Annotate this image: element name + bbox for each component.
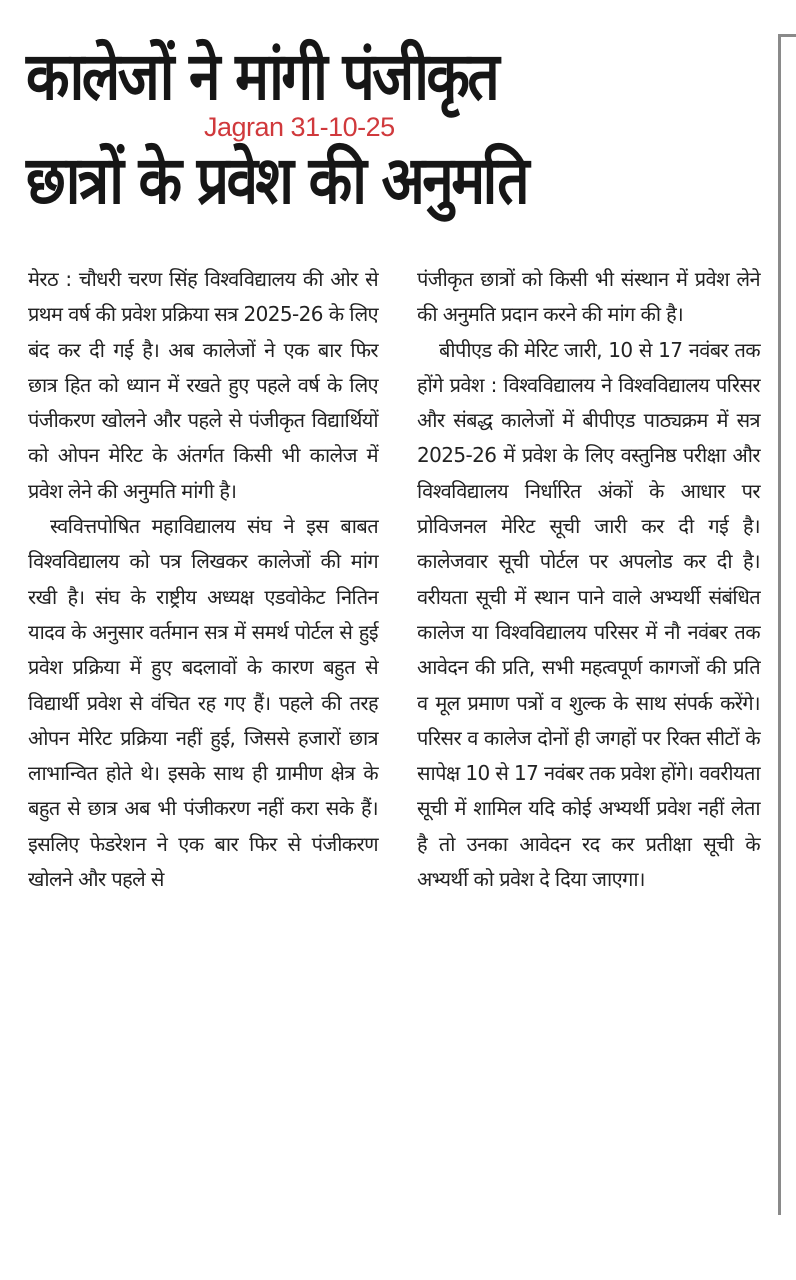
paragraph: स्ववित्तपोषित महाविद्यालय संघ ने इस बाबत विश्वविद्यालय को पत्र लिखकर कालेजों की मांग रखी है। संघ के राष्ट्रीय अध्यक्ष एडवोकेट नितिन यादव के अनुसार वर्तमान सत्र में समर्थ पोर्टल से हुई प्रवेश प्रक्रिया में हुए बदलावों के कारण बहुत से विद्यार्थी प्रवेश से वंचित रह गए हैं। पहले की तरह ओपन मेरिट प्रक्रिया नहीं हुई, जिससे हजारों छात्र लाभान्वित होते थे। इसके साथ ही ग्रामीण क्षेत्र के बहुत से छात्र अब भी पंजीकरण नहीं करा सके हैं। इसलिए फेडरेशन ने एक बार फिर से पंजीकरण खोलने और पहले से [28, 514, 378, 892]
paragraph: पंजीकृत छात्रों को किसी भी संस्थान में प्रवेश लेने की अनुमति प्रदान करने की मांग की है। [417, 267, 760, 327]
headline-line-2: छात्रों के प्रवेश की अनुमति [26, 142, 528, 219]
column-divider-rule [778, 35, 781, 1215]
paragraph: बीपीएड की मेरिट जारी, 10 से 17 नवंबर तक होंगे प्रवेश : विश्वविद्यालय ने विश्वविद्यालय परिसर और संबद्ध कालेजों में बीपीएड पाठ्यक्रम में सत्र 2025-26 में प्रवेश के लिए वस्तुनिष्ठ परीक्षा और विश्वविद्यालय निर्धारित अंकों के आधार पर प्रोविजनल मेरिट सूची जारी कर दी गई है। कालेजवार सूची पोर्टल पर अपलोड कर दी है। वरीयता सूची में स्थान पाने वाले अभ्यर्थी संबंधित कालेज या विश्वविद्यालय परिसर में नौ नवंबर तक आवेदन की प्रति, सभी महत्वपूर्ण कागजों की प्रति व मूल प्रमाण पत्रों व शुल्क के साथ संपर्क करेंगे। परिसर व कालेज दोनों ही जगहों पर रिक्त सीटों के सापेक्ष 10 से 17 नवंबर तक प्रवेश होंगे। ववरीयता सूची में शामिल यदि कोई अभ्यर्थी प्रवेश नहीं लेता है तो उनका आवेदन रद कर प्रतीक्षा सूची के अभ्यर्थी को प्रवेश दे दिया जाएगा। [417, 337, 760, 892]
article-column-right [417, 262, 760, 897]
paragraph: मेरठ : चौधरी चरण सिंह विश्वविद्यालय की ओर से प्रथम वर्ष की प्रवेश प्रक्रिया सत्र 2025-26 के लिए बंद कर दी गई है। अब कालेजों ने एक बार फिर छात्र हित को ध्यान में रखते हुए पहले वर्ष के लिए पंजीकरण खोलने और पहले से पंजीकृत विद्यार्थियों को ओपन मेरिट के अंतर्गत किसी भी कालेज में प्रवेश लेने की अनुमति मांगी है। [28, 267, 378, 503]
article-column-left [28, 262, 378, 897]
headline-line-1: कालेजों ने मांगी पंजीकृत [26, 38, 498, 115]
source-date-stamp: Jagran 31-10-25 [204, 112, 395, 142]
